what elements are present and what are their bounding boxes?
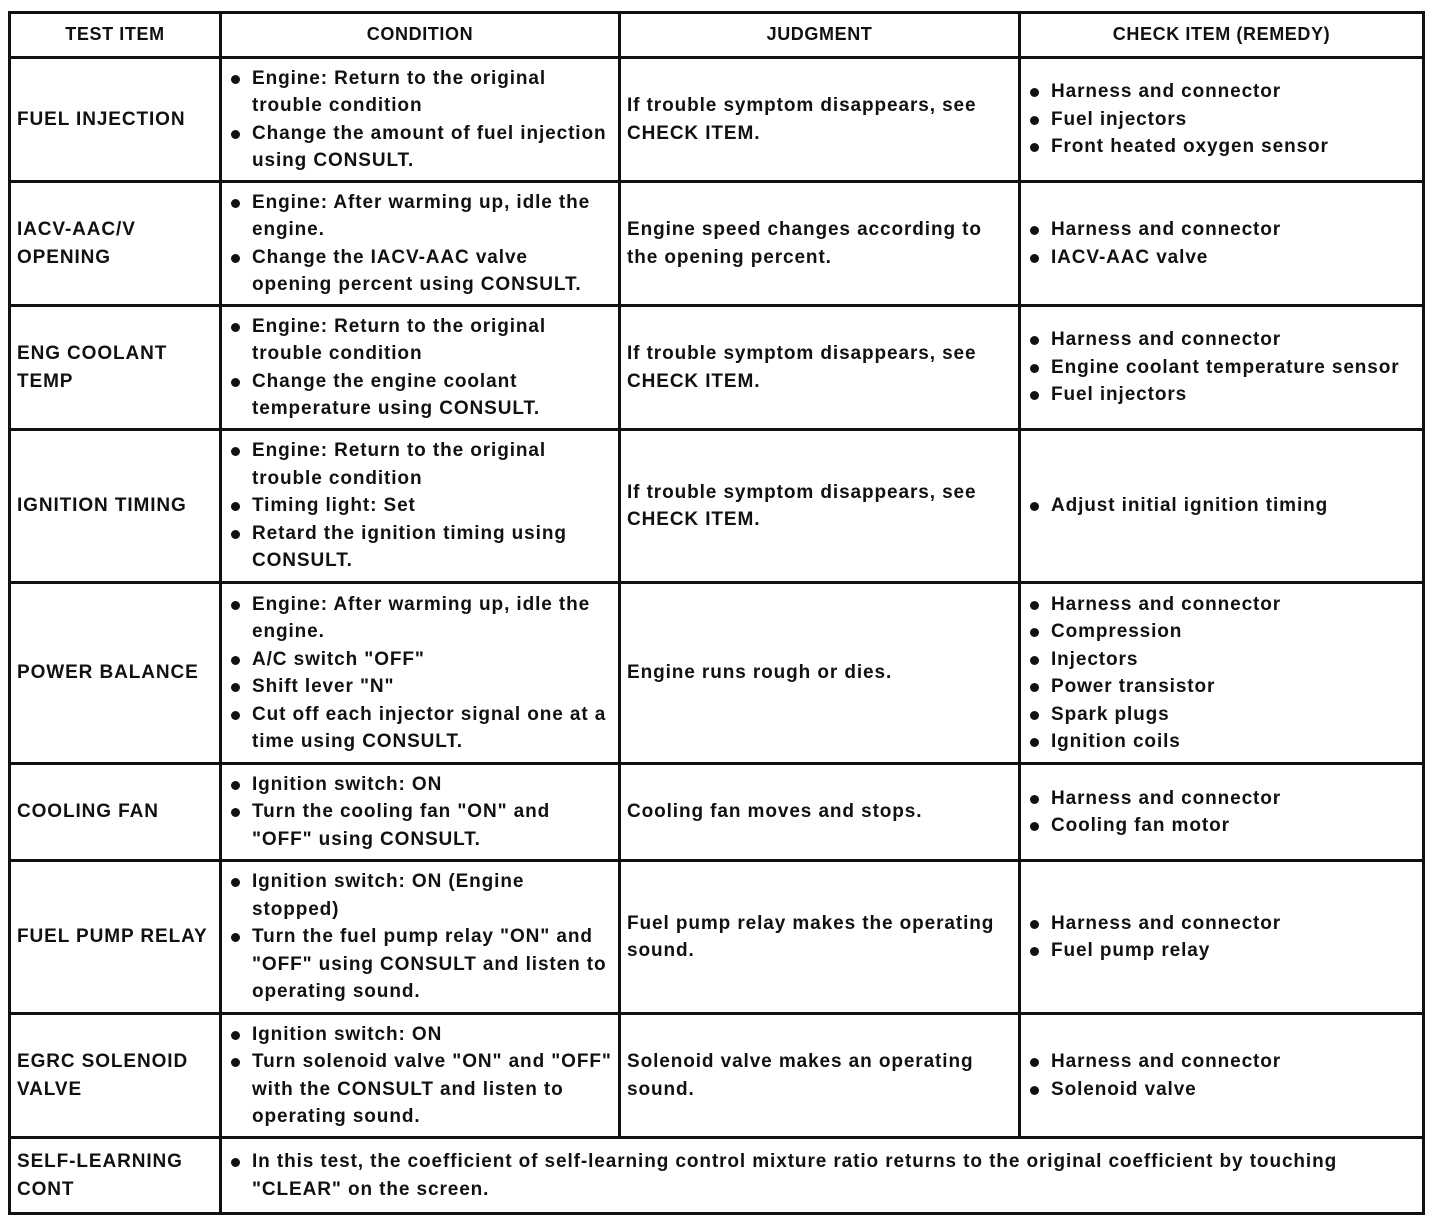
check-item-bullet: Adjust initial ignition timing xyxy=(1027,492,1416,520)
check-item-bullet: Fuel pump relay xyxy=(1027,937,1416,965)
check-item-bullet: Harness and connector xyxy=(1027,78,1416,106)
table-row xyxy=(10,583,1424,764)
check-item-bullet: Compression xyxy=(1027,618,1416,646)
header-check-item: CHECK ITEM (REMEDY) xyxy=(1020,13,1424,58)
check-item-list xyxy=(1027,591,1416,756)
check-item-cell xyxy=(1020,182,1424,306)
judgment-cell: Engine runs rough or dies. xyxy=(620,583,1020,764)
table-row xyxy=(10,430,1424,583)
check-item-cell xyxy=(1020,861,1424,1014)
judgment-cell: Cooling fan moves and stops. xyxy=(620,764,1020,861)
condition-bullet: Change the IACV-AAC valve opening percent using CONSULT. xyxy=(228,244,612,299)
check-item-bullet: Ignition coils xyxy=(1027,728,1416,756)
check-item-list xyxy=(1027,78,1416,161)
check-item-list xyxy=(1027,216,1416,271)
check-item-bullet: Spark plugs xyxy=(1027,701,1416,729)
check-item-bullet: Front heated oxygen sensor xyxy=(1027,133,1416,161)
check-item-bullet: Harness and connector xyxy=(1027,1048,1416,1076)
test-item-cell: IGNITION TIMING xyxy=(10,430,221,583)
check-item-cell xyxy=(1020,764,1424,861)
condition-cell xyxy=(221,1014,620,1138)
header-condition: CONDITION xyxy=(221,13,620,58)
header-judgment: JUDGMENT xyxy=(620,13,1020,58)
condition-bullet: Engine: After warming up, idle the engine. xyxy=(228,591,612,646)
condition-cell xyxy=(221,1138,1424,1214)
judgment-cell: Solenoid valve makes an operating sound. xyxy=(620,1014,1020,1138)
condition-cell xyxy=(221,306,620,430)
check-item-bullet: Harness and connector xyxy=(1027,910,1416,938)
check-item-list xyxy=(1027,1048,1416,1103)
condition-list xyxy=(228,313,612,423)
condition-list xyxy=(228,868,612,1006)
condition-list xyxy=(228,437,612,575)
check-item-bullet: Fuel injectors xyxy=(1027,381,1416,409)
condition-bullet: Engine: Return to the original trouble condition xyxy=(228,313,612,368)
test-item-cell: EGRC SOLENOID VALVE xyxy=(10,1014,221,1138)
test-item-cell: COOLING FAN xyxy=(10,764,221,861)
check-item-cell xyxy=(1020,306,1424,430)
condition-list xyxy=(228,591,612,756)
table-row xyxy=(10,764,1424,861)
condition-list xyxy=(228,65,612,175)
check-item-cell xyxy=(1020,430,1424,583)
condition-cell xyxy=(221,430,620,583)
check-item-cell xyxy=(1020,583,1424,764)
condition-bullet: Change the amount of fuel injection using CONSULT. xyxy=(228,120,612,175)
table-row xyxy=(10,861,1424,1014)
condition-cell xyxy=(221,764,620,861)
check-item-list xyxy=(1027,492,1416,520)
judgment-cell: If trouble symptom disappears, see CHECK ITEM. xyxy=(620,430,1020,583)
condition-bullet: Shift lever "N" xyxy=(228,673,612,701)
check-item-bullet: Injectors xyxy=(1027,646,1416,674)
judgment-cell: Engine speed changes according to the opening percent. xyxy=(620,182,1020,306)
judgment-cell: Fuel pump relay makes the operating sound. xyxy=(620,861,1020,1014)
condition-list xyxy=(228,1021,612,1131)
condition-bullet: Ignition switch: ON xyxy=(228,771,612,799)
active-test-table xyxy=(8,11,1425,1215)
table-body xyxy=(10,58,1424,1214)
test-item-cell: SELF-LEARNING CONT xyxy=(10,1138,221,1214)
condition-list xyxy=(228,771,612,854)
condition-cell xyxy=(221,861,620,1014)
check-item-bullet: Harness and connector xyxy=(1027,785,1416,813)
judgment-cell: If trouble symptom disappears, see CHECK ITEM. xyxy=(620,306,1020,430)
condition-bullet: Change the engine coolant temperature using CONSULT. xyxy=(228,368,612,423)
check-item-list xyxy=(1027,326,1416,409)
condition-bullet: Timing light: Set xyxy=(228,492,612,520)
judgment-cell: If trouble symptom disappears, see CHECK ITEM. xyxy=(620,58,1020,182)
test-item-cell: ENG COOLANT TEMP xyxy=(10,306,221,430)
test-item-cell: POWER BALANCE xyxy=(10,583,221,764)
check-item-bullet: Engine coolant temperature sensor xyxy=(1027,354,1416,382)
check-item-cell xyxy=(1020,1014,1424,1138)
condition-bullet: Retard the ignition timing using CONSULT. xyxy=(228,520,612,575)
test-item-cell: FUEL PUMP RELAY xyxy=(10,861,221,1014)
test-item-cell: IACV-AAC/V OPENING xyxy=(10,182,221,306)
table-row xyxy=(10,1014,1424,1138)
condition-bullet: Cut off each injector signal one at a time using CONSULT. xyxy=(228,701,612,756)
header-row xyxy=(10,13,1424,58)
condition-cell xyxy=(221,583,620,764)
condition-bullet: Engine: Return to the original trouble condition xyxy=(228,65,612,120)
table-row xyxy=(10,1138,1424,1214)
check-item-cell xyxy=(1020,58,1424,182)
condition-bullet: Turn the fuel pump relay "ON" and "OFF" using CONSULT and listen to operating sound. xyxy=(228,923,612,1006)
condition-bullet: Engine: Return to the original trouble condition xyxy=(228,437,612,492)
check-item-bullet: Harness and connector xyxy=(1027,216,1416,244)
table-row xyxy=(10,58,1424,182)
condition-bullet: Ignition switch: ON (Engine stopped) xyxy=(228,868,612,923)
condition-list xyxy=(228,189,612,299)
condition-bullet: Engine: After warming up, idle the engine. xyxy=(228,189,612,244)
condition-cell xyxy=(221,58,620,182)
check-item-list xyxy=(1027,785,1416,840)
condition-list xyxy=(228,1148,1416,1203)
test-item-cell: FUEL INJECTION xyxy=(10,58,221,182)
condition-bullet: A/C switch "OFF" xyxy=(228,646,612,674)
condition-bullet: Turn solenoid valve "ON" and "OFF" with the CONSULT and listen to operating sound. xyxy=(228,1048,612,1131)
header-test-item: TEST ITEM xyxy=(10,13,221,58)
check-item-bullet: Harness and connector xyxy=(1027,326,1416,354)
check-item-bullet: Fuel injectors xyxy=(1027,106,1416,134)
check-item-bullet: Power transistor xyxy=(1027,673,1416,701)
table-row xyxy=(10,182,1424,306)
check-item-bullet: Cooling fan motor xyxy=(1027,812,1416,840)
check-item-bullet: IACV-AAC valve xyxy=(1027,244,1416,272)
check-item-bullet: Solenoid valve xyxy=(1027,1076,1416,1104)
condition-bullet: Turn the cooling fan "ON" and "OFF" using CONSULT. xyxy=(228,798,612,853)
check-item-list xyxy=(1027,910,1416,965)
condition-cell xyxy=(221,182,620,306)
condition-bullet: Ignition switch: ON xyxy=(228,1021,612,1049)
condition-bullet: In this test, the coefficient of self-learning control mixture ratio returns to the original coefficient by touching "CLEAR" on the screen. xyxy=(228,1148,1416,1203)
table-row xyxy=(10,306,1424,430)
check-item-bullet: Harness and connector xyxy=(1027,591,1416,619)
